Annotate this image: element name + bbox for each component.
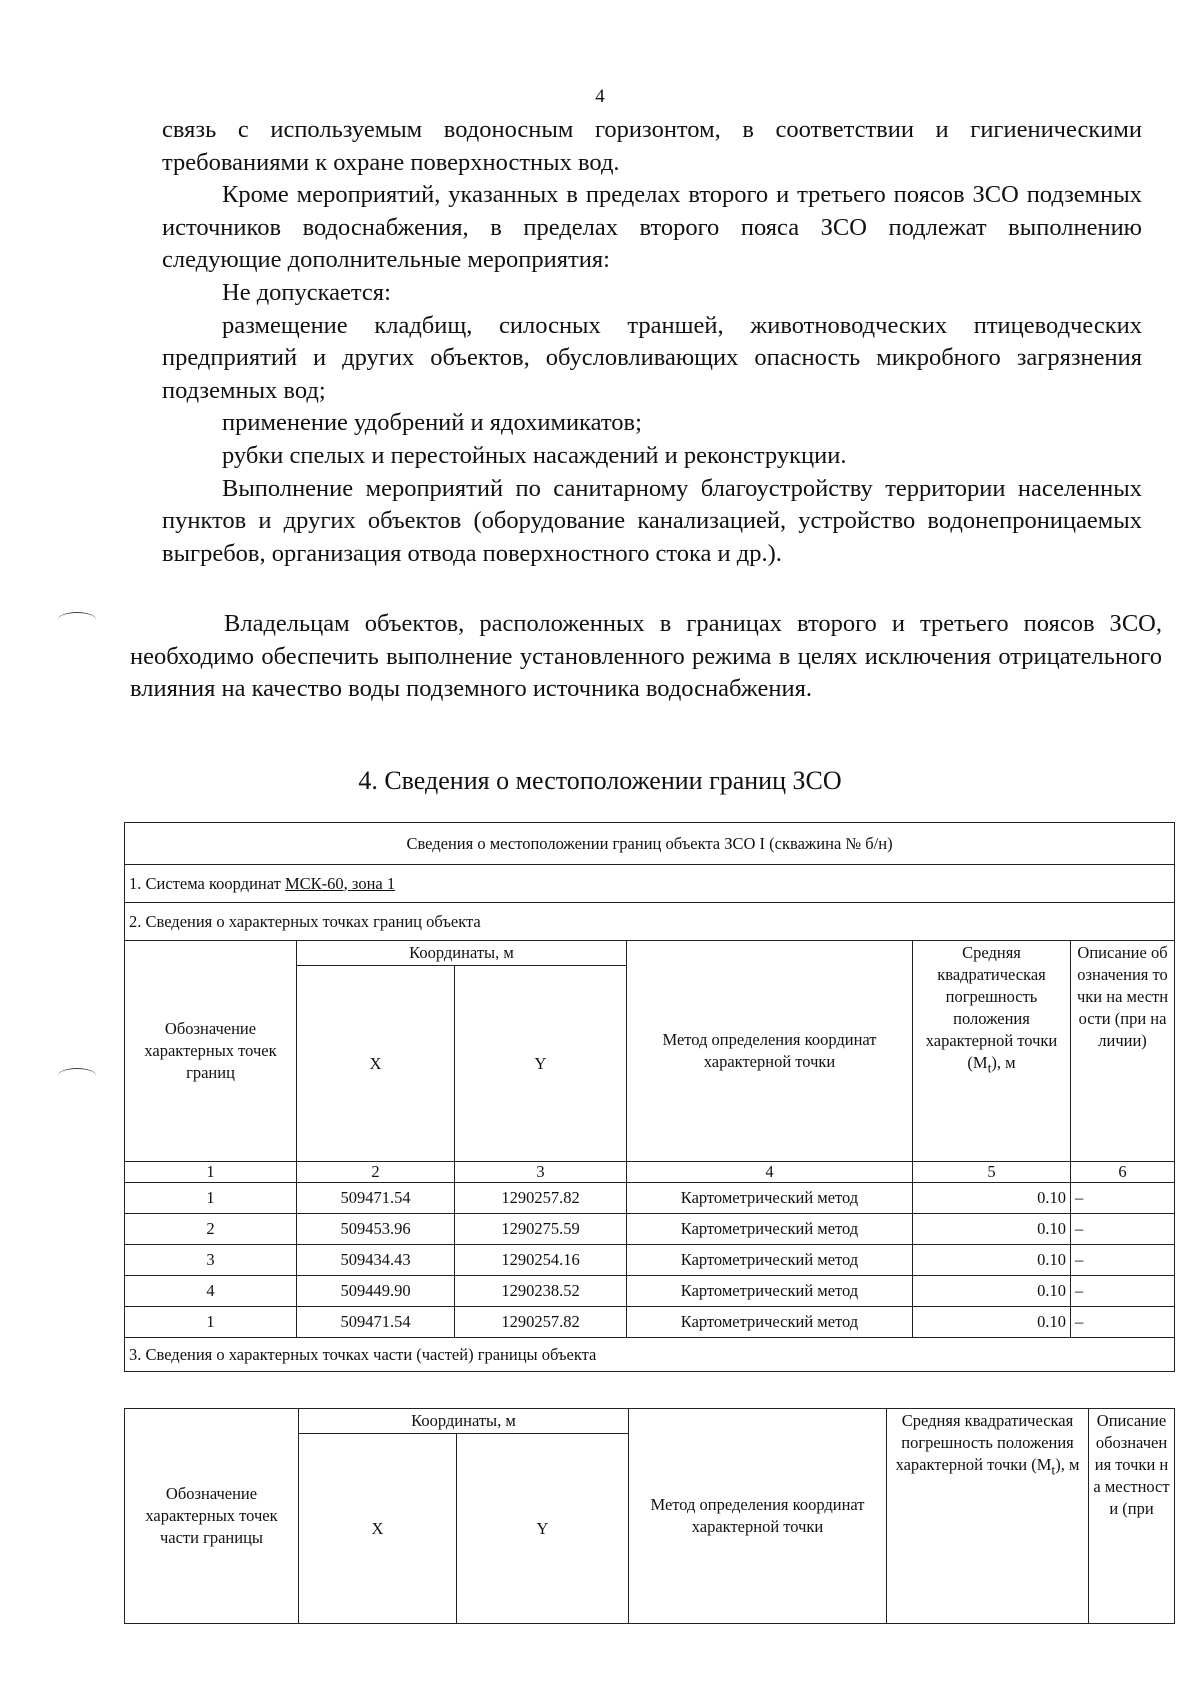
parts-header-coords: Координаты, м	[299, 1409, 629, 1434]
hole-punch-mark	[58, 1068, 96, 1083]
cell-error: 0.10	[913, 1307, 1071, 1338]
points-section-label: 2. Сведения о характерных точках границ объекта	[125, 903, 1175, 941]
paragraph: Выполнение мероприятий по санитарному благоустройству территории населенных пунктов и других объектов (оборудование канализацией, устройство водонепроницаемых выгребов, организация отвода поверхностного стока и др.).	[162, 474, 1142, 567]
cell-desc: –	[1071, 1214, 1175, 1245]
page-number: 4	[595, 86, 605, 107]
parts-header-description: Описание обозначения точки на местности (при	[1089, 1409, 1175, 1624]
cell-point: 4	[125, 1276, 297, 1307]
boundary-points-table	[124, 822, 1175, 1372]
table-row	[125, 1276, 1175, 1307]
cell-y: 1290275.59	[455, 1214, 627, 1245]
header-description: Описание обозначения точки на местности (при наличии)	[1071, 941, 1175, 1162]
coord-system-value: МСК-60, зона 1	[284, 873, 396, 893]
paragraph: Кроме мероприятий, указанных в пределах второго и третьего поясов ЗСО подземных источников водоснабжения, в пределах второго пояса ЗСО подлежат выполнению следующие дополнительные мероприятия:	[162, 181, 1142, 274]
column-numbers-row	[125, 1162, 1175, 1183]
cell-y: 1290238.52	[455, 1276, 627, 1307]
parts-header-error: Средняя квадратическая погрешность положения характерной точки $(M_t)$, м	[887, 1409, 1089, 1624]
cell-method: Картометрический метод	[627, 1183, 913, 1214]
cell-method: Картометрический метод	[627, 1276, 913, 1307]
list-item: размещение кладбищ, силосных траншей, животноводческих птицеводческих предприятий и других объектов, обусловливающих опасность микробного загрязнения подземных вод;	[162, 311, 1142, 404]
hole-punch-mark	[58, 612, 96, 627]
table-row	[125, 1183, 1175, 1214]
table-row	[125, 1307, 1175, 1338]
list-item: применение удобрений и ядохимикатов;	[222, 409, 642, 437]
table-title: Сведения о местоположении границ объекта ЗСО I (скважина № б/н)	[125, 823, 1175, 865]
col-number: 5	[913, 1162, 1071, 1183]
header-point: Обозначение характерных точек границ	[125, 941, 297, 1162]
cell-point: 3	[125, 1245, 297, 1276]
cell-y: 1290254.16	[455, 1245, 627, 1276]
col-number: 1	[125, 1162, 297, 1183]
table-row	[125, 1214, 1175, 1245]
cell-method: Картометрический метод	[627, 1307, 913, 1338]
coord-system-label: 1. Система координат	[129, 873, 285, 893]
header-y: Y	[455, 966, 627, 1162]
part-points-table	[124, 1408, 1175, 1624]
col-number: 4	[627, 1162, 913, 1183]
cell-x: 509449.90	[297, 1276, 455, 1307]
col-number: 6	[1071, 1162, 1175, 1183]
cell-x: 509471.54	[297, 1307, 455, 1338]
header-method: Метод определения координат характерной точки	[627, 941, 913, 1162]
header-coords: Координаты, м	[297, 941, 627, 966]
header-x: X	[297, 966, 455, 1162]
list-item: рубки спелых и перестойных насаждений и реконструкции.	[222, 441, 847, 469]
cell-method: Картометрический метод	[627, 1245, 913, 1276]
cell-y: 1290257.82	[455, 1307, 627, 1338]
parts-header-point: Обозначение характерных точек части границы	[125, 1409, 299, 1624]
cell-desc: –	[1071, 1245, 1175, 1276]
coord-system-row	[125, 865, 1175, 903]
owners-paragraph-block	[130, 608, 1162, 706]
cell-x: 509471.54	[297, 1183, 455, 1214]
body-text	[162, 114, 1142, 570]
cell-desc: –	[1071, 1183, 1175, 1214]
parts-section-label: 3. Сведения о характерных точках части (частей) границы объекта	[125, 1338, 1175, 1372]
paragraph: Владельцам объектов, расположенных в границах второго и третьего поясов ЗСО, необходимо обеспечить выполнение установленного режима в целях исключения отрицательного влияния на качество воды подземного источника водоснабжения.	[130, 610, 1162, 703]
paragraph: связь с используемым водоносным горизонтом, в соответствии и гигиеническими требованиями к охране поверхностных вод.	[162, 116, 1142, 176]
cell-desc: –	[1071, 1307, 1175, 1338]
cell-error: 0.10	[913, 1276, 1071, 1307]
cell-desc: –	[1071, 1276, 1175, 1307]
table-row	[125, 1245, 1175, 1276]
cell-error: 0.10	[913, 1183, 1071, 1214]
cell-y: 1290257.82	[455, 1183, 627, 1214]
cell-error: 0.10	[913, 1214, 1071, 1245]
col-number: 2	[297, 1162, 455, 1183]
cell-error: 0.10	[913, 1245, 1071, 1276]
cell-point: 1	[125, 1183, 297, 1214]
parts-header-y: Y	[457, 1434, 629, 1624]
cell-x: 509434.43	[297, 1245, 455, 1276]
section-title: 4. Сведения о местоположении границ ЗСО	[358, 766, 842, 795]
parts-header-method: Метод определения координат характерной точки	[629, 1409, 887, 1624]
col-number: 3	[455, 1162, 627, 1183]
cell-method: Картометрический метод	[627, 1214, 913, 1245]
header-error: Средняя квадратическая погрешность положения характерной точки $(M_t)$, м	[913, 941, 1071, 1162]
cell-point: 1	[125, 1307, 297, 1338]
parts-header-x: X	[299, 1434, 457, 1624]
cell-point: 2	[125, 1214, 297, 1245]
cell-x: 509453.96	[297, 1214, 455, 1245]
paragraph: Не допускается:	[222, 278, 391, 306]
